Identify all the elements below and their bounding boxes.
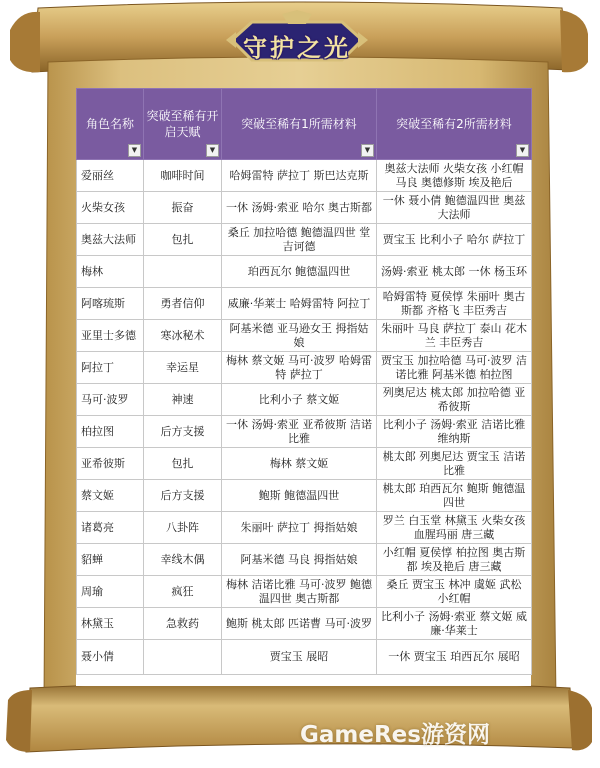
cell-material-1[interactable]: 贾宝玉 展昭	[222, 640, 377, 675]
table-row	[77, 352, 532, 384]
cell-role-name[interactable]: 亚希彼斯	[77, 448, 144, 480]
table-row	[77, 224, 532, 256]
table-row	[77, 416, 532, 448]
header-label: 突破至稀有1所需材料	[241, 117, 357, 131]
cell-role-name[interactable]: 柏拉图	[77, 416, 144, 448]
cell-material-2[interactable]: 奥兹大法师 火柴女孩 小红帽 马良 奥德修斯 埃及艳后	[377, 160, 532, 192]
cell-material-1[interactable]: 哈姆雷特 萨拉丁 斯巴达克斯	[222, 160, 377, 192]
cell-material-2[interactable]: 汤姆·索亚 桃太郎 一休 杨玉环	[377, 256, 532, 288]
table-header-row	[77, 89, 532, 160]
cell-role-name[interactable]: 蔡文姬	[77, 480, 144, 512]
table-row	[77, 448, 532, 480]
cell-material-1[interactable]: 鲍斯 鲍德温四世	[222, 480, 377, 512]
cell-material-2[interactable]: 罗兰 白玉堂 林黛玉 火柴女孩 血腥玛丽 唐三藏	[377, 512, 532, 544]
header-material-1	[222, 89, 377, 160]
cell-material-1[interactable]: 朱丽叶 萨拉丁 拇指姑娘	[222, 512, 377, 544]
header-label: 突破至稀有开启天赋	[146, 109, 219, 139]
cell-role-name[interactable]: 奥兹大法师	[77, 224, 144, 256]
cell-role-name[interactable]: 貂蝉	[77, 544, 144, 576]
cell-material-1[interactable]: 鲍斯 桃太郎 匹诺曹 马可·波罗	[222, 608, 377, 640]
cell-material-1[interactable]: 梅林 蔡文姬 马可·波罗 哈姆雷特 萨拉丁	[222, 352, 377, 384]
cell-talent[interactable]: 幸运星	[144, 352, 222, 384]
cell-talent[interactable]: 包扎	[144, 448, 222, 480]
cell-role-name[interactable]: 亚里士多德	[77, 320, 144, 352]
cell-material-2[interactable]: 列奥尼达 桃太郎 加拉哈德 亚希彼斯	[377, 384, 532, 416]
cell-talent[interactable]: 神速	[144, 384, 222, 416]
cell-material-2[interactable]: 桃太郎 列奥尼达 贾宝玉 洁诺比雅	[377, 448, 532, 480]
breakthrough-table-container	[76, 88, 531, 686]
cell-material-2[interactable]: 比利小子 汤姆·索亚 蔡文姬 威廉·华莱士	[377, 608, 532, 640]
header-label: 突破至稀有2所需材料	[396, 117, 512, 131]
site-watermark: GameRes游资网	[300, 722, 490, 748]
cell-material-1[interactable]: 阿基米德 亚马逊女王 拇指姑娘	[222, 320, 377, 352]
cell-role-name[interactable]: 火柴女孩	[77, 192, 144, 224]
cell-role-name[interactable]: 聂小倩	[77, 640, 144, 675]
table-row	[77, 192, 532, 224]
logo-title: 守护之光	[243, 33, 351, 62]
breakthrough-table	[76, 88, 532, 675]
table-row	[77, 320, 532, 352]
cell-talent[interactable]	[144, 640, 222, 675]
filter-dropdown-icon[interactable]: ▼	[516, 144, 529, 157]
filter-dropdown-icon[interactable]: ▼	[128, 144, 141, 157]
game-logo	[222, 10, 372, 68]
cell-material-1[interactable]: 比利小子 蔡文姬	[222, 384, 377, 416]
cell-material-2[interactable]: 朱丽叶 马良 萨拉丁 泰山 花木兰 丰臣秀吉	[377, 320, 532, 352]
header-material-2	[377, 89, 532, 160]
table-row	[77, 480, 532, 512]
cell-talent[interactable]: 后方支援	[144, 480, 222, 512]
cell-talent[interactable]: 八卦阵	[144, 512, 222, 544]
cell-material-1[interactable]: 梅林 蔡文姬	[222, 448, 377, 480]
cell-role-name[interactable]: 阿拉丁	[77, 352, 144, 384]
cell-material-2[interactable]: 比利小子 汤姆·索亚 洁诺比雅 维纳斯	[377, 416, 532, 448]
cell-role-name[interactable]: 阿喀琉斯	[77, 288, 144, 320]
table-row	[77, 544, 532, 576]
cell-talent[interactable]: 勇者信仰	[144, 288, 222, 320]
cell-material-1[interactable]: 威廉·华莱士 哈姆雷特 阿拉丁	[222, 288, 377, 320]
table-row	[77, 256, 532, 288]
cell-material-1[interactable]: 桑丘 加拉哈德 鲍德温四世 堂吉诃德	[222, 224, 377, 256]
cell-material-1[interactable]: 梅林 洁诺比雅 马可·波罗 鲍德温四世 奥古斯都	[222, 576, 377, 608]
cell-material-1[interactable]: 一休 汤姆·索亚 亚希彼斯 洁诺比雅	[222, 416, 377, 448]
table-row	[77, 160, 532, 192]
filter-dropdown-icon[interactable]: ▼	[361, 144, 374, 157]
cell-talent[interactable]: 寒冰秘术	[144, 320, 222, 352]
cell-talent[interactable]: 急救药	[144, 608, 222, 640]
cell-material-2[interactable]: 一休 聂小倩 鲍德温四世 奥兹大法师	[377, 192, 532, 224]
cell-material-2[interactable]: 哈姆雷特 夏侯惇 朱丽叶 奥古斯都 齐格飞 丰臣秀吉	[377, 288, 532, 320]
table-row	[77, 640, 532, 675]
cell-role-name[interactable]: 梅林	[77, 256, 144, 288]
cell-role-name[interactable]: 马可·波罗	[77, 384, 144, 416]
cell-material-1[interactable]: 珀西瓦尔 鲍德温四世	[222, 256, 377, 288]
cell-material-2[interactable]: 一休 贾宝玉 珀西瓦尔 展昭	[377, 640, 532, 675]
cell-talent[interactable]: 振奋	[144, 192, 222, 224]
cell-material-1[interactable]: 阿基米德 马良 拇指姑娘	[222, 544, 377, 576]
cell-role-name[interactable]: 诸葛亮	[77, 512, 144, 544]
table-row	[77, 288, 532, 320]
table-row	[77, 576, 532, 608]
cell-material-2[interactable]: 贾宝玉 加拉哈德 马可·波罗 洁诺比雅 阿基米德 柏拉图	[377, 352, 532, 384]
cell-talent[interactable]: 咖啡时间	[144, 160, 222, 192]
cell-talent[interactable]	[144, 256, 222, 288]
header-role-name	[77, 89, 144, 160]
cell-material-2[interactable]: 桑丘 贾宝玉 林冲 虞姬 武松 小红帽	[377, 576, 532, 608]
cell-talent[interactable]: 后方支援	[144, 416, 222, 448]
table-row	[77, 608, 532, 640]
cell-material-2[interactable]: 桃太郎 珀西瓦尔 鲍斯 鲍德温四世	[377, 480, 532, 512]
cell-role-name[interactable]: 林黛玉	[77, 608, 144, 640]
table-row	[77, 512, 532, 544]
filter-dropdown-icon[interactable]: ▼	[206, 144, 219, 157]
header-label: 角色名称	[85, 117, 134, 131]
cell-material-1[interactable]: 一休 汤姆·索亚 哈尔 奥古斯都	[222, 192, 377, 224]
cell-role-name[interactable]: 爱丽丝	[77, 160, 144, 192]
cell-material-2[interactable]: 贾宝玉 比利小子 哈尔 萨拉丁	[377, 224, 532, 256]
header-talent	[144, 89, 222, 160]
table-row	[77, 384, 532, 416]
cell-role-name[interactable]: 周瑜	[77, 576, 144, 608]
cell-talent[interactable]: 包扎	[144, 224, 222, 256]
cell-talent[interactable]: 幸线木偶	[144, 544, 222, 576]
cell-material-2[interactable]: 小红帽 夏侯惇 柏拉图 奥古斯都 埃及艳后 唐三藏	[377, 544, 532, 576]
cell-talent[interactable]: 疯狂	[144, 576, 222, 608]
